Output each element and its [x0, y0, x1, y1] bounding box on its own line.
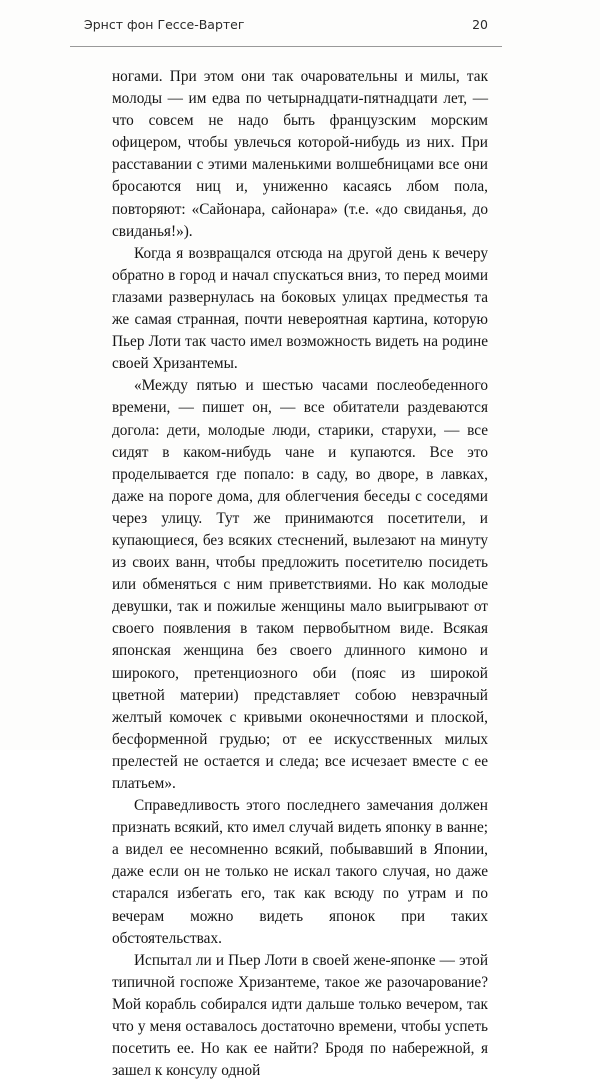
running-header — [84, 12, 488, 36]
author-name: Эрнст фон Гессе-Вартег — [84, 16, 245, 32]
paragraph-quote: «Между пятью и шестью часами послеобеденного времени, — пишет он, — все обитатели раздеваются догола: дети, молодые люди, старики, старухи, — все сидят в каком-нибудь чане и купаются. Все это проделывается где попало: в саду, во дворе, в лавках, даже на пороге дома, для облегчения беседы с соседями через улицу. Тут же принимаются посетители, и купающиеся, без всяких стеснений, вылезают на минуту из своих ванн, чтобы предложить посетителю посидеть или обменяться с ним приветствиями. Но как молодые девушки, так и пожилые женщины мало выигрывают от своего появления в таком первобытном виде. Всякая японская женщина без своего длинного кимоно и широкого, претенциозного оби (пояс из широкой цветной материи) представляет собою невзрачный желтый комочек с кривыми оконечностями и плоской, бесформенной грудью; от ее искусственных милых прелестей не остается и следа; все исчезает вместе с ее платьем». — [112, 377, 488, 792]
paragraph: ногами. При этом они так очаровательны и милы, так молоды — им едва по четырнадцати-пятнадцати лет, — что совсем не надо быть французским морским офицером, чтобы увлечься которой-нибудь из них. При расставании с этими маленькими волшебницами все они бросаются ниц и, униженно касаясь лбом пола, повторяют: «Сайонара, сайонара» (т.е. «до свиданья, до свиданья!»). — [112, 68, 488, 240]
paragraph: Когда я возвращался отсюда на другой день к вечеру обратно в город и начал спускаться вниз, то перед моими глазами развернулась на боковых улицах предместья та же самая странная, почти невероятная картина, которую Пьер Лоти так часто имел возможность видеть на родине своей Хризантемы. — [112, 244, 488, 373]
page-number: 20 — [472, 16, 488, 32]
body-text — [112, 66, 488, 1082]
paragraph: Испытал ли и Пьер Лоти в своей жене-японке — этой типичной госпоже Хризантеме, такое же разочарование? Мой корабль собирался идти дальше только вечером, так что у меня оставалось достаточно времени, чтобы успеть посетить ее. Но как ее найти? Бродя по набережной, я зашел к консулу одной — [112, 951, 488, 1080]
paragraph: Справедливость этого последнего замечания должен признать всякий, кто имел случай видеть японку в ванне; а видел ее несомненно всякий, побывавший в Японии, даже если он не только не искал такого случая, но даже старался избегать его, так как всюду по утрам и по вечерам можно видеть японок при таких обстоятельствах. — [112, 797, 488, 947]
header-rule — [70, 46, 502, 47]
